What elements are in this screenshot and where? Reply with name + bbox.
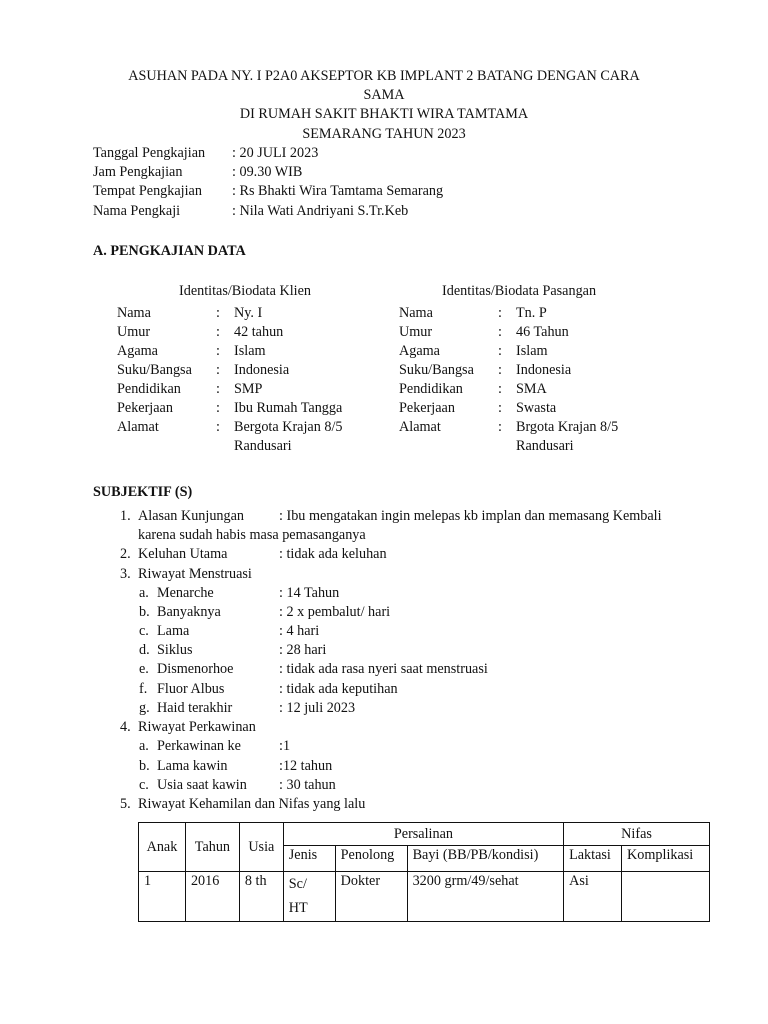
sub-value-fluor: : tidak ada keputihan [279, 681, 398, 697]
sub-value-menarche: : 14 Tahun [279, 585, 340, 601]
klien-header: Identitas/Biodata Klien [179, 283, 311, 299]
col-header-tahun: Tahun [185, 823, 239, 872]
pasangan-header: Identitas/Biodata Pasangan [442, 283, 597, 299]
cell-usia: 8 th [239, 872, 283, 922]
cell-komplikasi [622, 872, 710, 922]
item-value-alasan: : Ibu mengatakan ingin melepas kb implan dan memasang Kembali [279, 508, 662, 524]
info-value-tempat: : Rs Bhakti Wira Tamtama Semarang [232, 183, 444, 199]
list-number: 1. [120, 508, 131, 524]
col-header-anak: Anak [139, 823, 186, 872]
item-label-keluhan: Keluhan Utama [138, 546, 228, 562]
info-label-tanggal: Tanggal Pengkajian [93, 145, 206, 161]
klien-value-pekerjaan: Ibu Rumah Tangga [234, 400, 343, 416]
info-value-pengkaji: : Nila Wati Andriyani S.Tr.Keb [232, 203, 409, 219]
col-header-nifas: Nifas [564, 823, 710, 846]
cell-tahun: 2016 [185, 872, 239, 922]
col-header-bayi: Bayi (BB/PB/kondisi) [407, 846, 564, 872]
section-heading-subjektif: SUBJEKTIF (S) [93, 484, 193, 500]
klien-colon: : [216, 419, 220, 435]
klien-label-suku: Suku/Bangsa [117, 362, 192, 378]
item-label-perkawinan: Riwayat Perkawinan [138, 719, 256, 735]
klien-label-agama: Agama [117, 343, 158, 359]
klien-value-pendidikan: SMP [234, 381, 263, 397]
info-value-jam: : 09.30 WIB [232, 164, 303, 180]
list-number: 4. [120, 719, 131, 735]
klien-value-alamat: Bergota Krajan 8/5 [234, 419, 343, 435]
sub-label-dismenorhoe: Dismenorhoe [157, 661, 234, 677]
pasangan-colon: : [498, 362, 502, 378]
item-label-menstruasi: Riwayat Menstruasi [138, 566, 252, 582]
sub-letter: b. [139, 604, 150, 620]
item-value-keluhan: : tidak ada keluhan [279, 546, 387, 562]
sub-letter: c. [139, 777, 149, 793]
col-header-persalinan: Persalinan [283, 823, 563, 846]
pasangan-value-agama: Islam [516, 343, 548, 359]
pasangan-colon: : [498, 324, 502, 340]
pasangan-label-alamat: Alamat [399, 419, 441, 435]
title-line-1: ASUHAN PADA NY. I P2A0 AKSEPTOR KB IMPLANT 2 BATANG DENGAN CARA [128, 68, 640, 84]
sub-value-haid: : 12 juli 2023 [279, 700, 356, 716]
klien-colon: : [216, 381, 220, 397]
klien-value-suku: Indonesia [234, 362, 290, 378]
klien-value-alamat-cont: Randusari [234, 438, 292, 454]
pasangan-colon: : [498, 400, 502, 416]
sub-label-usia-kawin: Usia saat kawin [157, 777, 247, 793]
klien-label-pendidikan: Pendidikan [117, 381, 181, 397]
sub-value-banyaknya: : 2 x pembalut/ hari [279, 604, 391, 620]
klien-label-nama: Nama [117, 305, 151, 321]
sub-letter: f. [139, 681, 148, 697]
sub-value-lama: : 4 hari [279, 623, 320, 639]
pasangan-value-pekerjaan: Swasta [516, 400, 557, 416]
title-line-3: DI RUMAH SAKIT BHAKTI WIRA TAMTAMA [239, 106, 529, 122]
table-row [139, 872, 710, 922]
klien-label-pekerjaan: Pekerjaan [117, 400, 173, 416]
sub-label-siklus: Siklus [157, 642, 193, 658]
klien-colon: : [216, 343, 220, 359]
klien-colon: : [216, 324, 220, 340]
list-number: 5. [120, 796, 131, 812]
sub-label-haid: Haid terakhir [157, 700, 233, 716]
pasangan-label-nama: Nama [399, 305, 433, 321]
pasangan-value-suku: Indonesia [516, 362, 572, 378]
pasangan-colon: : [498, 343, 502, 359]
klien-value-umur: 42 tahun [234, 324, 284, 340]
pasangan-label-agama: Agama [399, 343, 440, 359]
pasangan-value-nama: Tn. P [516, 305, 547, 321]
pasangan-label-pekerjaan: Pekerjaan [399, 400, 455, 416]
klien-value-agama: Islam [234, 343, 266, 359]
col-header-laktasi: Laktasi [564, 846, 622, 872]
sub-label-lama-kawin: Lama kawin [157, 758, 228, 774]
col-header-penolong: Penolong [335, 846, 407, 872]
cell-anak: 1 [139, 872, 186, 922]
sub-value-usia-kawin: : 30 tahun [279, 777, 336, 793]
klien-label-umur: Umur [117, 324, 151, 340]
cell-jenis-line2: HT [288, 900, 308, 916]
info-value-tanggal: : 20 JULI 2023 [232, 145, 319, 161]
sub-letter: g. [139, 700, 150, 716]
cell-bayi: 3200 grm/49/sehat [407, 872, 564, 922]
sub-value-lama-kawin: :12 tahun [279, 758, 333, 774]
pasangan-label-umur: Umur [399, 324, 433, 340]
cell-jenis [283, 872, 335, 922]
sub-letter: c. [139, 623, 149, 639]
info-label-tempat: Tempat Pengkajian [93, 183, 202, 199]
sub-value-dismenorhoe: : tidak ada rasa nyeri saat menstruasi [279, 661, 488, 677]
pasangan-colon: : [498, 419, 502, 435]
item-label-alasan: Alasan Kunjungan [138, 508, 244, 524]
klien-label-alamat: Alamat [117, 419, 159, 435]
klien-colon: : [216, 305, 220, 321]
pasangan-value-alamat-cont: Randusari [516, 438, 574, 454]
klien-value-nama: Ny. I [234, 305, 263, 321]
item-label-kehamilan: Riwayat Kehamilan dan Nifas yang lalu [138, 796, 366, 812]
klien-colon: : [216, 400, 220, 416]
col-header-komplikasi: Komplikasi [622, 846, 710, 872]
pasangan-value-umur: 46 Tahun [516, 324, 569, 340]
list-number: 2. [120, 546, 131, 562]
pasangan-label-suku: Suku/Bangsa [399, 362, 474, 378]
sub-label-menarche: Menarche [157, 585, 214, 601]
title-line-4: SEMARANG TAHUN 2023 [302, 126, 466, 142]
pasangan-colon: : [498, 305, 502, 321]
info-label-jam: Jam Pengkajian [93, 164, 183, 180]
pasangan-value-alamat: Brgota Krajan 8/5 [516, 419, 619, 435]
sub-label-perkawinan-ke: Perkawinan ke [157, 738, 241, 754]
pasangan-value-pendidikan: SMA [516, 381, 547, 397]
sub-letter: e. [139, 661, 149, 677]
col-header-usia: Usia [239, 823, 283, 872]
sub-label-banyaknya: Banyaknya [157, 604, 221, 620]
list-number: 3. [120, 566, 131, 582]
col-header-jenis: Jenis [283, 846, 335, 872]
section-heading-pengkajian: A. PENGKAJIAN DATA [93, 243, 246, 259]
cell-laktasi: Asi [564, 872, 622, 922]
sub-label-fluor: Fluor Albus [157, 681, 225, 697]
history-table [138, 822, 710, 922]
sub-value-perkawinan-ke: :1 [279, 738, 291, 754]
cell-jenis-line1: Sc/ [288, 876, 307, 892]
pasangan-colon: : [498, 381, 502, 397]
sub-letter: b. [139, 758, 150, 774]
klien-colon: : [216, 362, 220, 378]
sub-label-lama: Lama [157, 623, 190, 639]
sub-letter: a. [139, 585, 149, 601]
sub-letter: a. [139, 738, 149, 754]
title-line-2: SAMA [363, 87, 405, 103]
info-label-pengkaji: Nama Pengkaji [93, 203, 181, 219]
sub-value-siklus: : 28 hari [279, 642, 327, 658]
pasangan-label-pendidikan: Pendidikan [399, 381, 463, 397]
sub-letter: d. [139, 642, 150, 658]
item-value-alasan-cont: karena sudah habis masa pemasanganya [138, 527, 366, 543]
cell-penolong: Dokter [335, 872, 407, 922]
